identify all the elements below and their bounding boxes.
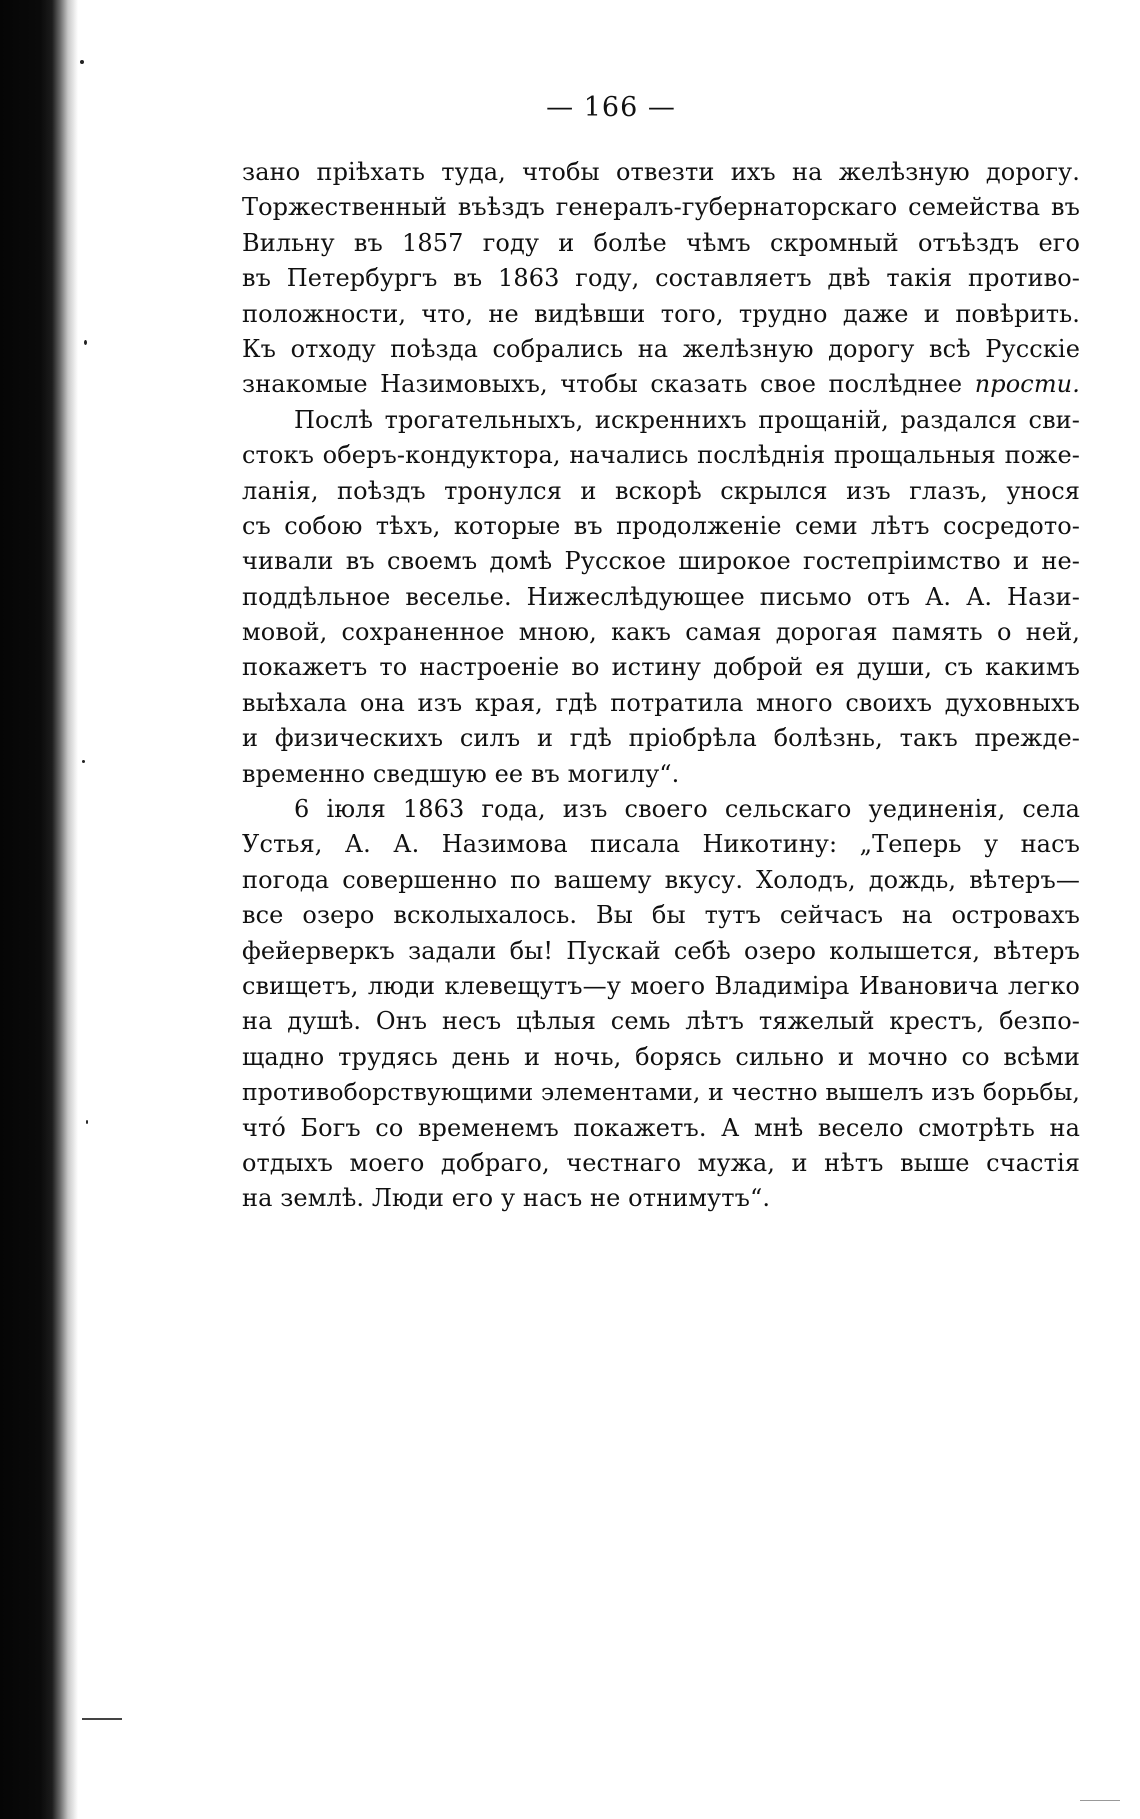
text-line: отдыхъ моего добраго, честнаго мужа, и нѣтъ выше счастія <box>242 1148 1080 1177</box>
text-line: погода совершенно по вашему вкусу. Холодъ, дождь, вѣтеръ— <box>242 865 1080 894</box>
text-line: на душѣ. Онъ несъ цѣлыя семь лѣтъ тяжелый крестъ, безпо- <box>242 1007 1080 1036</box>
page-number: — 166 — <box>546 92 676 123</box>
text-line: фейерверкъ задали бы! Пускай себѣ озеро колышется, вѣтеръ <box>242 936 1080 965</box>
paragraph-3 <box>242 792 1080 1217</box>
paragraph-2 <box>242 403 1080 792</box>
text-line: покажетъ то настроеніе во истину доброй ея души, съ какимъ <box>242 653 1080 682</box>
edge-speckle <box>84 340 87 345</box>
text-line-with-italic <box>242 367 1080 402</box>
text-line: стокъ оберъ-кондуктора, начались послѣднія прощальныя поже- <box>242 441 1080 470</box>
paragraph-1 <box>242 155 1080 403</box>
text-line: въ Петербургъ въ 1863 году, составляетъ двѣ такія противо- <box>242 264 1080 293</box>
text-line: зано пріѣхать туда, чтобы отвезти ихъ на желѣзную дорогу. <box>242 158 1080 186</box>
body-text <box>242 155 1080 1217</box>
text-line: свищетъ, люди клевещутъ—у моего Владиміра Ивановича легко <box>242 971 1080 1000</box>
text-line: положности, что, не видѣвши того, трудно даже и повѣрить. <box>242 299 1080 328</box>
text-line: и физическихъ силъ и гдѣ пріобрѣла болѣзнь, такъ прежде- <box>242 724 1080 753</box>
text-line: противоборствующими элементами, и честно вышелъ изъ борьбы, <box>242 1078 1080 1107</box>
text-line: все озеро всколыхалось. Вы бы тутъ сейчасъ на островахъ <box>242 901 1080 930</box>
text-line: Торжественный въѣздъ генералъ-губернаторскаго семейства въ <box>242 193 1080 222</box>
text-line: на землѣ. Люди его у насъ не отнимутъ“. <box>242 1184 771 1213</box>
edge-speckle <box>82 760 85 763</box>
text-line: ланія, поѣздъ тронулся и вскорѣ скрылся изъ глазъ, унося <box>242 476 1080 505</box>
text-line: чивали въ своемъ домѣ Русское широкое гостепріимство и не- <box>242 547 1080 576</box>
binding-edge <box>0 0 78 1819</box>
text-segment: знакомые Назимовыхъ, чтобы сказать свое послѣднее <box>242 370 963 399</box>
italic-word: прости. <box>974 370 1080 399</box>
scan-mark <box>1080 1800 1120 1801</box>
edge-speckle <box>86 1120 88 1124</box>
text-line: Вильну въ 1857 году и болѣе чѣмъ скромный отъѣздъ его <box>242 228 1080 257</box>
text-line: Къ отходу поѣзда собрались на желѣзную дорогу всѣ Русскіе <box>242 334 1080 363</box>
text-line: что́ Богъ со временемъ покажетъ. А мнѣ весело смотрѣть на <box>242 1113 1080 1142</box>
text-line: 6 іюля 1863 года, изъ своего сельскаго уединенія, села <box>294 795 1080 824</box>
text-line: мовой, сохраненное мною, какъ самая дорогая память о ней, <box>242 618 1080 647</box>
text-line: съ собою тѣхъ, которые въ продолженіе семи лѣтъ сосредото- <box>242 511 1080 540</box>
text-line: поддѣльное веселье. Нижеслѣдующее письмо отъ А. А. Нази- <box>242 582 1080 611</box>
text-line: Устья, А. А. Назимова писала Никотину: „Теперь у насъ <box>242 830 1080 859</box>
text-line: временно сведшую ее въ могилу“. <box>242 759 680 788</box>
text-line: щадно трудясь день и ночь, борясь сильно и мочно со всѣми <box>242 1042 1080 1071</box>
edge-speckle <box>80 60 84 64</box>
scan-mark <box>82 1718 122 1720</box>
text-line: выѣхала она изъ края, гдѣ потратила много своихъ духовныхъ <box>242 688 1080 717</box>
text-line: Послѣ трогательныхъ, искреннихъ прощаній, раздался сви- <box>294 405 1080 434</box>
